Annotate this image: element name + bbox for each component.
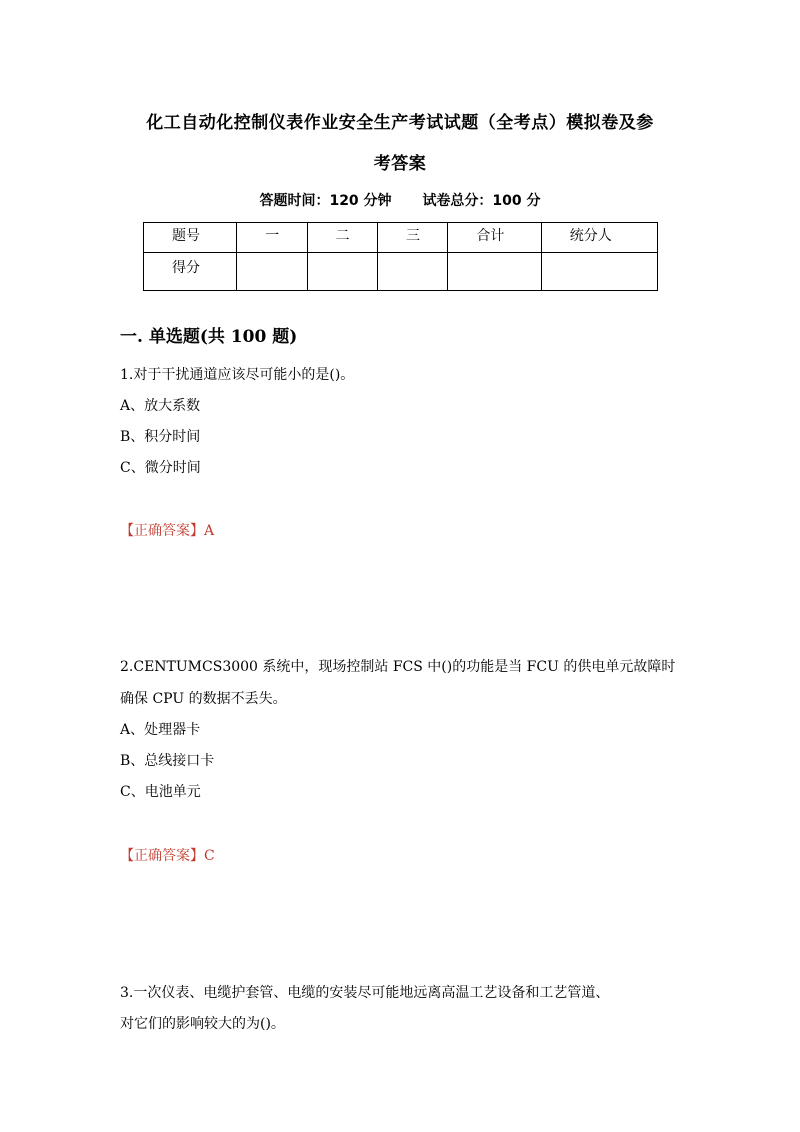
score-table-header-cell: 题号 <box>144 223 237 253</box>
section-title: 一. 单选题(共 100 题) <box>120 327 298 347</box>
score-table-header-row <box>144 223 658 253</box>
score-table <box>143 222 658 291</box>
score-cell <box>307 253 377 291</box>
question-2-answer: 【正确答案】C <box>120 848 215 864</box>
question-3-stem-line2: 对它们的影响较大的为()。 <box>120 1016 285 1032</box>
score-cell <box>541 253 657 291</box>
score-cell <box>378 253 448 291</box>
score-table-header-cell: 三 <box>378 223 448 253</box>
question-1-option-c: C、微分时间 <box>120 460 201 476</box>
document-title-line2: 考答案 <box>373 154 427 174</box>
score-row-label: 得分 <box>144 253 237 291</box>
question-1-answer: 【正确答案】A <box>120 523 215 539</box>
question-2-stem-line1: 2.CENTUMCS3000 系统中，现场控制站 FCS 中()的功能是当 FCU 的供电单元故障时 <box>120 659 676 675</box>
score-table-header-cell: 合计 <box>448 223 541 253</box>
score-table-header-cell: 二 <box>307 223 377 253</box>
exam-total-score: 试卷总分：100 分 <box>422 193 541 209</box>
score-table-score-row <box>144 253 658 291</box>
score-table-header-cell: 一 <box>237 223 307 253</box>
question-1-option-b: B、积分时间 <box>120 429 201 445</box>
score-cell <box>237 253 307 291</box>
score-table-header-cell: 统分人 <box>541 223 657 253</box>
question-2-option-c: C、电池单元 <box>120 784 201 800</box>
document-title-line1: 化工自动化控制仪表作业安全生产考试试题（全考点）模拟卷及参 <box>146 113 654 133</box>
question-2-stem-line2: 确保 CPU 的数据不丢失。 <box>120 691 287 707</box>
exam-meta <box>100 190 700 210</box>
exam-time: 答题时间：120 分钟 <box>259 193 392 209</box>
question-3-stem-line1: 3.一次仪表、电缆护套管、电缆的安装尽可能地远离高温工艺设备和工艺管道、 <box>120 985 610 1001</box>
score-cell <box>448 253 541 291</box>
question-2-option-b: B、总线接口卡 <box>120 753 215 769</box>
question-1-option-a: A、放大系数 <box>120 398 201 414</box>
question-1-stem: 1.对于干扰通道应该尽可能小的是()。 <box>120 367 355 383</box>
question-2-option-a: A、处理器卡 <box>120 722 201 738</box>
